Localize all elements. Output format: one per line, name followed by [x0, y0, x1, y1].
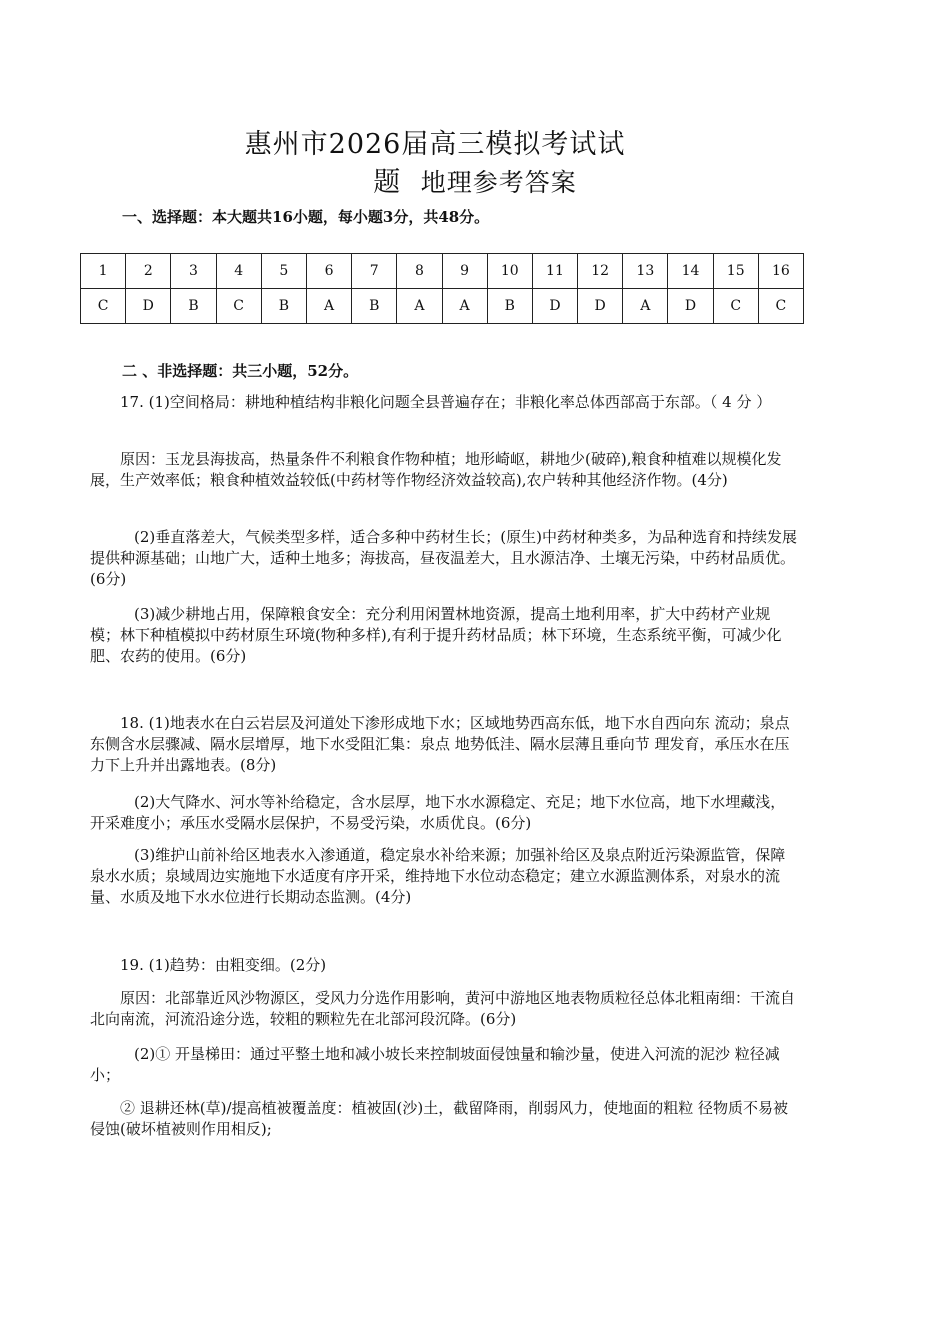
section-heading-choice: 一、选择题：本大题共16小题，每小题3分，共48分。: [122, 208, 490, 226]
question-number-cell: 2: [126, 254, 171, 289]
answer-cell: C: [758, 289, 803, 324]
answer-cell: D: [126, 289, 171, 324]
question-number-cell: 5: [261, 254, 306, 289]
question-number-cell: 10: [487, 254, 532, 289]
answer-cell: C: [81, 289, 126, 324]
answer-cell: B: [171, 289, 216, 324]
question-number-cell: 14: [668, 254, 713, 289]
question-number-cell: 6: [306, 254, 351, 289]
q19-part2-measure1: (2)① 开垦梯田：通过平整土地和减小坡长来控制坡面侵蚀量和输沙量，使进入河流的泥沙 粒径减小；: [90, 1045, 780, 1084]
question-number-cell: 9: [442, 254, 487, 289]
q17-reason: 原因：玉龙县海拔高，热量条件不利粮食作物种植；地形崎岖，耕地少(破碎),粮食种植难以规模化发展，生产效率低；粮食种植效益较低(中药材等作物经济效益较高),农户转种其他经济作物。(4分): [90, 450, 782, 489]
page-subtitle: [0, 160, 950, 199]
answer-table-number-row: [81, 254, 804, 289]
page-title: 惠州市2026届高三模拟考试试: [244, 129, 626, 160]
subtitle-part-1: 题: [373, 167, 402, 198]
q17-part3: (3)减少耕地占用，保障粮食安全：充分利用闲置林地资源，提高土地利用率，扩大中药材产业规模；林下种植模拟中药材原生环境(物种多样),有利于提升药材品质；林下环境，生态系统平衡，可减少化肥、农药的使用。(6分): [90, 605, 782, 665]
q18-part1: 18. (1)地表水在白云岩层及河道处下渗形成地下水；区域地势西高东低，地下水自西向东 流动；泉点东侧含水层骤减、隔水层增厚，地下水受阻汇集：泉点 地势低洼、隔水层薄且垂向节 理发育，承压水在压力下上升并出露地表。(8分): [90, 714, 790, 774]
question-number-cell: 15: [713, 254, 758, 289]
answer-cell: D: [668, 289, 713, 324]
question-number-cell: 16: [758, 254, 803, 289]
q17-part2: (2)垂直落差大，气候类型多样，适合多种中药材生长；(原生)中药材种类多，为品种选育和持续发展提供种源基础；山地广大，适种土地多；海拔高，昼夜温差大，且水源洁净、土壤无污染，中药材品质优。(6分): [90, 528, 797, 588]
answer-cell: A: [442, 289, 487, 324]
subtitle-part-2: 地理参考答案: [420, 168, 577, 197]
answer-table-answer-row: [81, 289, 804, 324]
q19-part1: 19. (1)趋势：由粗变细。(2分): [120, 956, 327, 974]
answer-cell: D: [532, 289, 577, 324]
answer-cell: A: [397, 289, 442, 324]
question-number-cell: 8: [397, 254, 442, 289]
question-number-cell: 3: [171, 254, 216, 289]
answer-cell: C: [216, 289, 261, 324]
question-number-cell: 4: [216, 254, 261, 289]
section-heading-essay: 二 、非选择题：共三小题，52分。: [122, 362, 359, 380]
answer-cell: A: [623, 289, 668, 324]
q17-part1: 17. (1)空间格局：耕地种植结构非粮化问题全县普遍存在；非粮化率总体西部高于东部。（ 4 分 ）: [120, 393, 772, 411]
question-number-cell: 11: [532, 254, 577, 289]
answer-cell: B: [261, 289, 306, 324]
q18-part2: (2)大气降水、河水等补给稳定，含水层厚，地下水水源稳定、充足；地下水位高，地下水埋藏浅，开采难度小；承压水受隔水层保护，不易受污染，水质优良。(6分): [90, 793, 786, 832]
question-number-cell: 1: [81, 254, 126, 289]
answer-cell: C: [713, 289, 758, 324]
answer-cell: B: [487, 289, 532, 324]
answer-cell: B: [352, 289, 397, 324]
question-number-cell: 7: [352, 254, 397, 289]
answer-cell: A: [306, 289, 351, 324]
q18-part3: (3)维护山前补给区地表水入渗通道，稳定泉水补给来源；加强补给区及泉点附近污染源监管，保障泉水水质；泉域周边实施地下水适度有序开采，维持地下水位动态稳定；建立水源监测体系，对泉水的流量、水质及地下水水位进行长期动态监测。(4分): [90, 846, 786, 906]
q19-part2-measure2: ② 退耕还林(草)/提高植被覆盖度：植被固(沙)土，截留降雨，削弱风力，使地面的粗粒 径物质不易被侵蚀(破坏植被则作用相反);: [90, 1099, 789, 1138]
q19-reason: 原因：北部靠近风沙物源区，受风力分选作用影响，黄河中游地区地表物质粒径总体北粗南细：干流自北向南流，河流沿途分选，较粗的颗粒先在北部河段沉降。(6分): [90, 989, 796, 1028]
question-number-cell: 12: [578, 254, 623, 289]
answer-cell: D: [578, 289, 623, 324]
question-number-cell: 13: [623, 254, 668, 289]
answer-table: [80, 253, 804, 324]
